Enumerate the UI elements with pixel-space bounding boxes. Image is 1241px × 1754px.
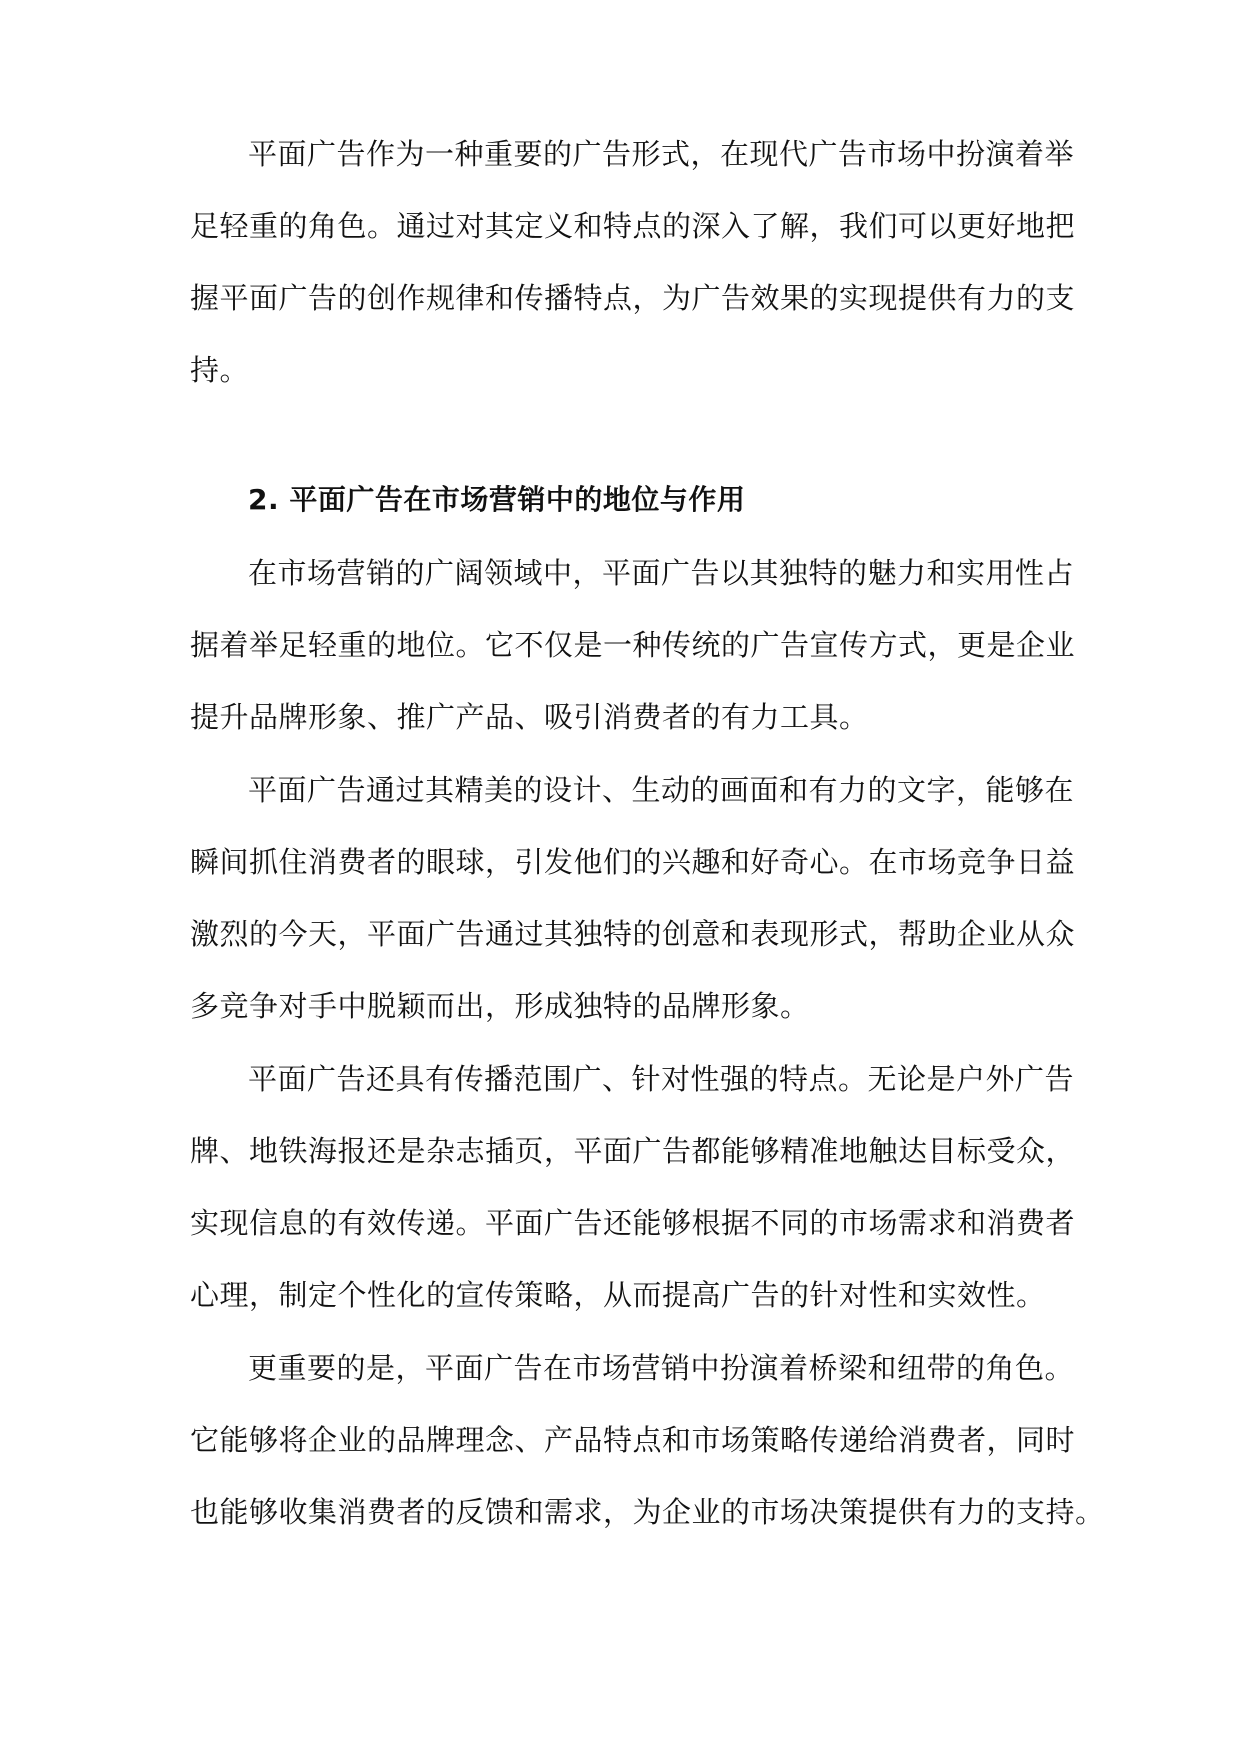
paragraph-1-line-4: 持。 bbox=[190, 353, 250, 387]
paragraph-4-line-3: 实现信息的有效传递。平面广告还能够根据不同的市场需求和消费者 bbox=[190, 1206, 1076, 1240]
paragraph-3-line-2: 瞬间抓住消费者的眼球，引发他们的兴趣和好奇心。在市场竞争日益 bbox=[190, 845, 1076, 879]
paragraph-1-line-1: 平面广告作为一种重要的广告形式，在现代广告市场中扮演着举 bbox=[248, 137, 1075, 171]
paragraph-3-line-3: 激烈的今天，平面广告通过其独特的创意和表现形式，帮助企业从众 bbox=[190, 917, 1076, 951]
paragraph-3-line-1: 平面广告通过其精美的设计、生动的画面和有力的文字，能够在 bbox=[248, 773, 1075, 807]
section-heading: 2. 平面广告在市场营销中的地位与作用 bbox=[248, 483, 746, 516]
paragraph-4-line-2: 牌、地铁海报还是杂志插页，平面广告都能够精准地触达目标受众， bbox=[190, 1134, 1076, 1168]
paragraph-4-line-4: 心理，制定个性化的宣传策略，从而提高广告的针对性和实效性。 bbox=[190, 1278, 1046, 1312]
paragraph-5-line-1: 更重要的是，平面广告在市场营销中扮演着桥梁和纽带的角色。 bbox=[248, 1351, 1075, 1385]
paragraph-1-line-3: 握平面广告的创作规律和传播特点，为广告效果的实现提供有力的支 bbox=[190, 281, 1076, 315]
paragraph-1-line-2: 足轻重的角色。通过对其定义和特点的深入了解，我们可以更好地把 bbox=[190, 209, 1076, 243]
paragraph-2-line-1: 在市场营销的广阔领域中，平面广告以其独特的魅力和实用性占 bbox=[248, 556, 1075, 590]
paragraph-3-line-4: 多竞争对手中脱颖而出，形成独特的品牌形象。 bbox=[190, 989, 810, 1023]
paragraph-5-line-3: 也能够收集消费者的反馈和需求，为企业的市场决策提供有力的支持。 bbox=[190, 1495, 1105, 1529]
paragraph-5-line-2: 它能够将企业的品牌理念、产品特点和市场策略传递给消费者，同时 bbox=[190, 1423, 1076, 1457]
paragraph-2-line-3: 提升品牌形象、推广产品、吸引消费者的有力工具。 bbox=[190, 700, 869, 734]
paragraph-4-line-1: 平面广告还具有传播范围广、针对性强的特点。无论是户外广告 bbox=[248, 1062, 1075, 1096]
paragraph-2-line-2: 据着举足轻重的地位。它不仅是一种传统的广告宣传方式，更是企业 bbox=[190, 628, 1076, 662]
